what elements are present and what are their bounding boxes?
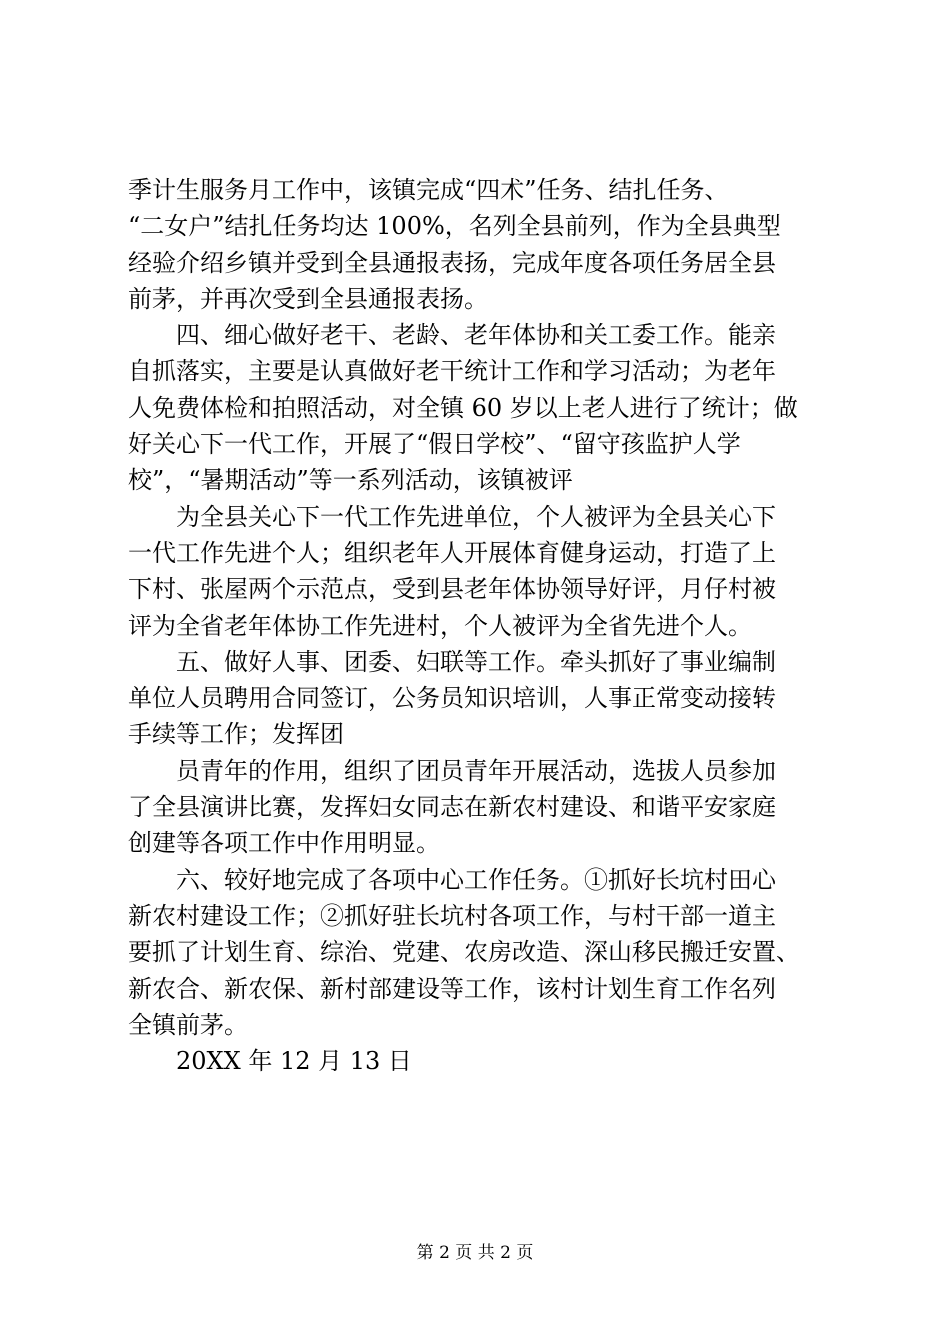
body-line: 前茅，并再次受到全县通报表扬。 bbox=[128, 284, 488, 313]
body-line: 经验介绍乡镇并受到全县通报表扬，完成年度各项任务居全县 bbox=[128, 248, 776, 277]
body-line: 四、细心做好老干、老龄、老年体协和关工委工作。能亲 bbox=[176, 321, 776, 350]
body-line: 为全县关心下一代工作先进单位，个人被评为全县关心下 bbox=[176, 502, 776, 531]
body-line: 全镇前茅。 bbox=[128, 1010, 248, 1039]
body-line: 一代工作先进个人；组织老年人开展体育健身运动，打造了上 bbox=[128, 538, 776, 567]
body-line: 手续等工作；发挥团 bbox=[128, 720, 344, 749]
body-line: 季计生服务月工作中，该镇完成“四术”任务、结扎任务、 bbox=[128, 176, 729, 204]
body-line: 六、较好地完成了各项中心工作任务。①抓好长坑村田心 bbox=[176, 865, 776, 894]
body-line: 校”，“暑期活动”等一系列活动，该镇被评 bbox=[128, 466, 573, 495]
body-line: 新农村建设工作；②抓好驻长坑村各项工作，与村干部一道主 bbox=[128, 901, 776, 930]
body-line: 单位人员聘用合同签订，公务员知识培训，人事正常变动接转 bbox=[128, 684, 776, 713]
body-line: “二女户”结扎任务均达 100%，名列全县前列，作为全县典型 bbox=[128, 212, 781, 241]
document-date: 20XX 年 12 月 13 日 bbox=[176, 1047, 412, 1076]
body-line: 要抓了计划生育、综治、党建、农房改造、深山移民搬迁安置、 bbox=[128, 938, 800, 967]
body-line: 创建等各项工作中作用明显。 bbox=[128, 829, 440, 858]
body-line: 新农合、新农保、新村部建设等工作，该村计划生育工作名列 bbox=[128, 974, 776, 1003]
body-line: 员青年的作用，组织了团员青年开展活动，选拔人员参加 bbox=[176, 756, 776, 785]
body-line: 人免费体检和拍照活动，对全镇 60 岁以上老人进行了统计；做 bbox=[128, 393, 798, 422]
body-line: 自抓落实，主要是认真做好老干统计工作和学习活动；为老年 bbox=[128, 357, 776, 386]
body-line: 五、做好人事、团委、妇联等工作。牵头抓好了事业编制 bbox=[176, 647, 776, 676]
body-line: 了全县演讲比赛，发挥妇女同志在新农村建设、和谐平安家庭 bbox=[128, 793, 776, 822]
body-line: 下村、张屋两个示范点，受到县老年体协领导好评，月仔村被 bbox=[128, 575, 776, 604]
document-body bbox=[128, 172, 828, 1079]
body-line: 评为全省老年体协工作先进村，个人被评为全省先进个人。 bbox=[128, 611, 752, 640]
body-line: 好关心下一代工作，开展了“假日学校”、“留守孩监护人学 bbox=[128, 430, 741, 459]
page-footer: 第 2 页 共 2 页 bbox=[416, 1243, 534, 1263]
